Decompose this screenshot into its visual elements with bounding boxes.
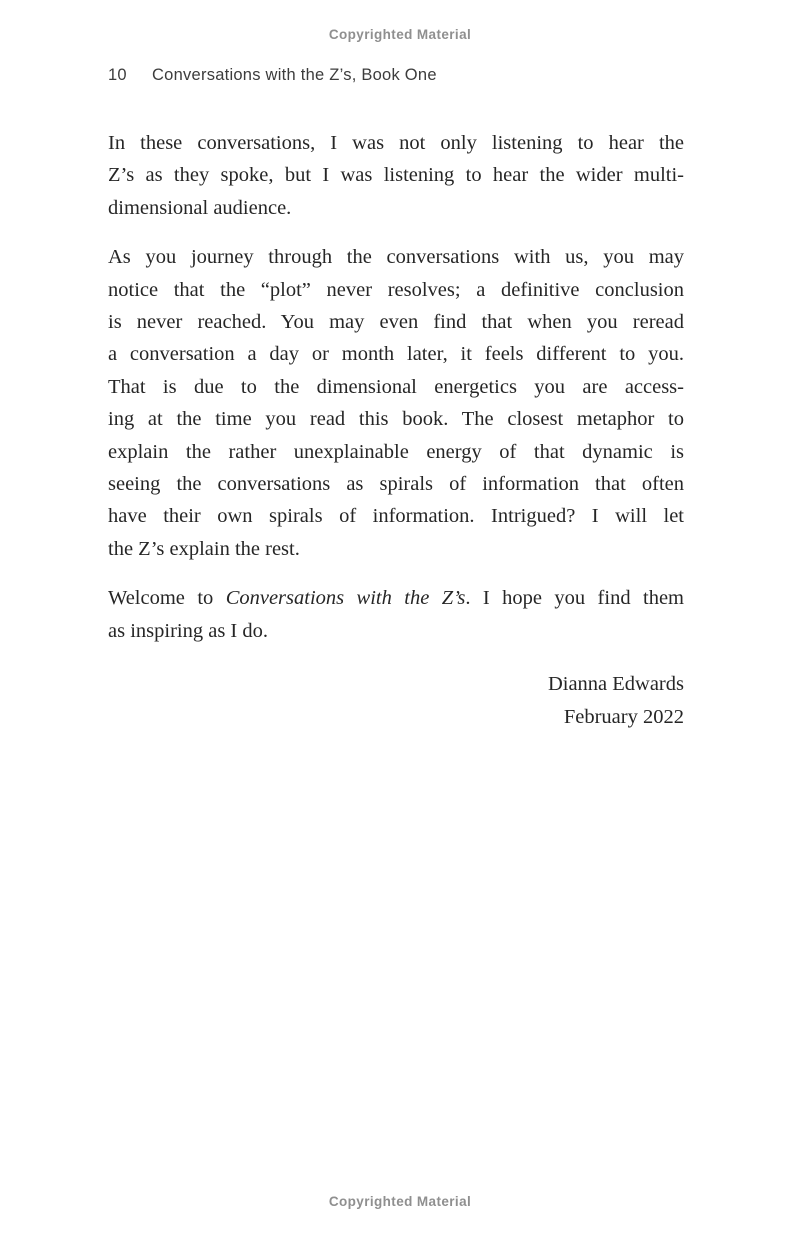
paragraph-line xyxy=(108,241,684,273)
copyright-watermark-bottom: Copyrighted Material xyxy=(328,1194,472,1209)
text-segment: as inspiring as I do. xyxy=(108,619,268,642)
paragraph-line xyxy=(108,371,684,403)
running-title: Conversations with the Z’s, Book One xyxy=(152,66,437,84)
paragraph-line xyxy=(108,582,684,614)
text-segment: ing at the time you read this book. The closest metaphor to xyxy=(108,408,684,431)
signature-date: February 2022 xyxy=(563,705,684,728)
paragraph-line xyxy=(108,533,684,565)
paragraph-line xyxy=(108,159,684,191)
signature-name: Dianna Edwards xyxy=(547,673,684,696)
paragraph-line xyxy=(108,306,684,338)
text-segment: . I hope you find them xyxy=(465,587,684,610)
text-segment: That is due to the dimensional energetics you are access- xyxy=(108,375,684,398)
paragraph-line xyxy=(108,192,684,224)
copyright-watermark-top: Copyrighted Material xyxy=(328,27,472,42)
text-segment: Z’s as they spoke, but I was listening to hear the wider multi- xyxy=(108,164,684,187)
text-segment: As you journey through the conversations with us, you may xyxy=(108,246,684,269)
paragraph-line xyxy=(108,436,684,468)
page-number: 10 xyxy=(108,66,127,84)
text-segment: seeing the conversations as spirals of information that often xyxy=(108,473,684,496)
book-title-italic: Conversations with the Z’s xyxy=(225,587,466,610)
paragraph-line xyxy=(108,127,684,159)
paragraph-line xyxy=(108,615,684,647)
text-segment: the Z’s explain the rest. xyxy=(108,537,300,560)
paragraph-line xyxy=(108,500,684,532)
text-segment: explain the rather unexplainable energy of that dynamic is xyxy=(108,440,684,463)
text-segment: notice that the “plot” never resolves; a definitive conclusion xyxy=(108,278,684,301)
paragraph xyxy=(108,127,684,224)
paragraph-line xyxy=(108,274,684,306)
text-segment: In these conversations, I was not only listening to hear the xyxy=(108,132,684,154)
text-segment: dimensional audience. xyxy=(108,196,292,219)
running-header xyxy=(108,66,684,85)
body-text xyxy=(108,127,684,733)
signature-block xyxy=(108,668,684,733)
text-segment: Welcome to xyxy=(108,587,226,610)
paragraph xyxy=(108,241,684,565)
paragraph xyxy=(108,582,684,647)
text-segment: have their own spirals of information. Intrigued? I will let xyxy=(108,505,684,528)
paragraph-line xyxy=(108,403,684,435)
paragraph-line xyxy=(108,468,684,500)
text-segment: is never reached. You may even find that when you reread xyxy=(108,311,684,334)
text-segment: a conversation a day or month later, it feels different to you. xyxy=(108,343,684,366)
paragraph-line xyxy=(108,338,684,370)
